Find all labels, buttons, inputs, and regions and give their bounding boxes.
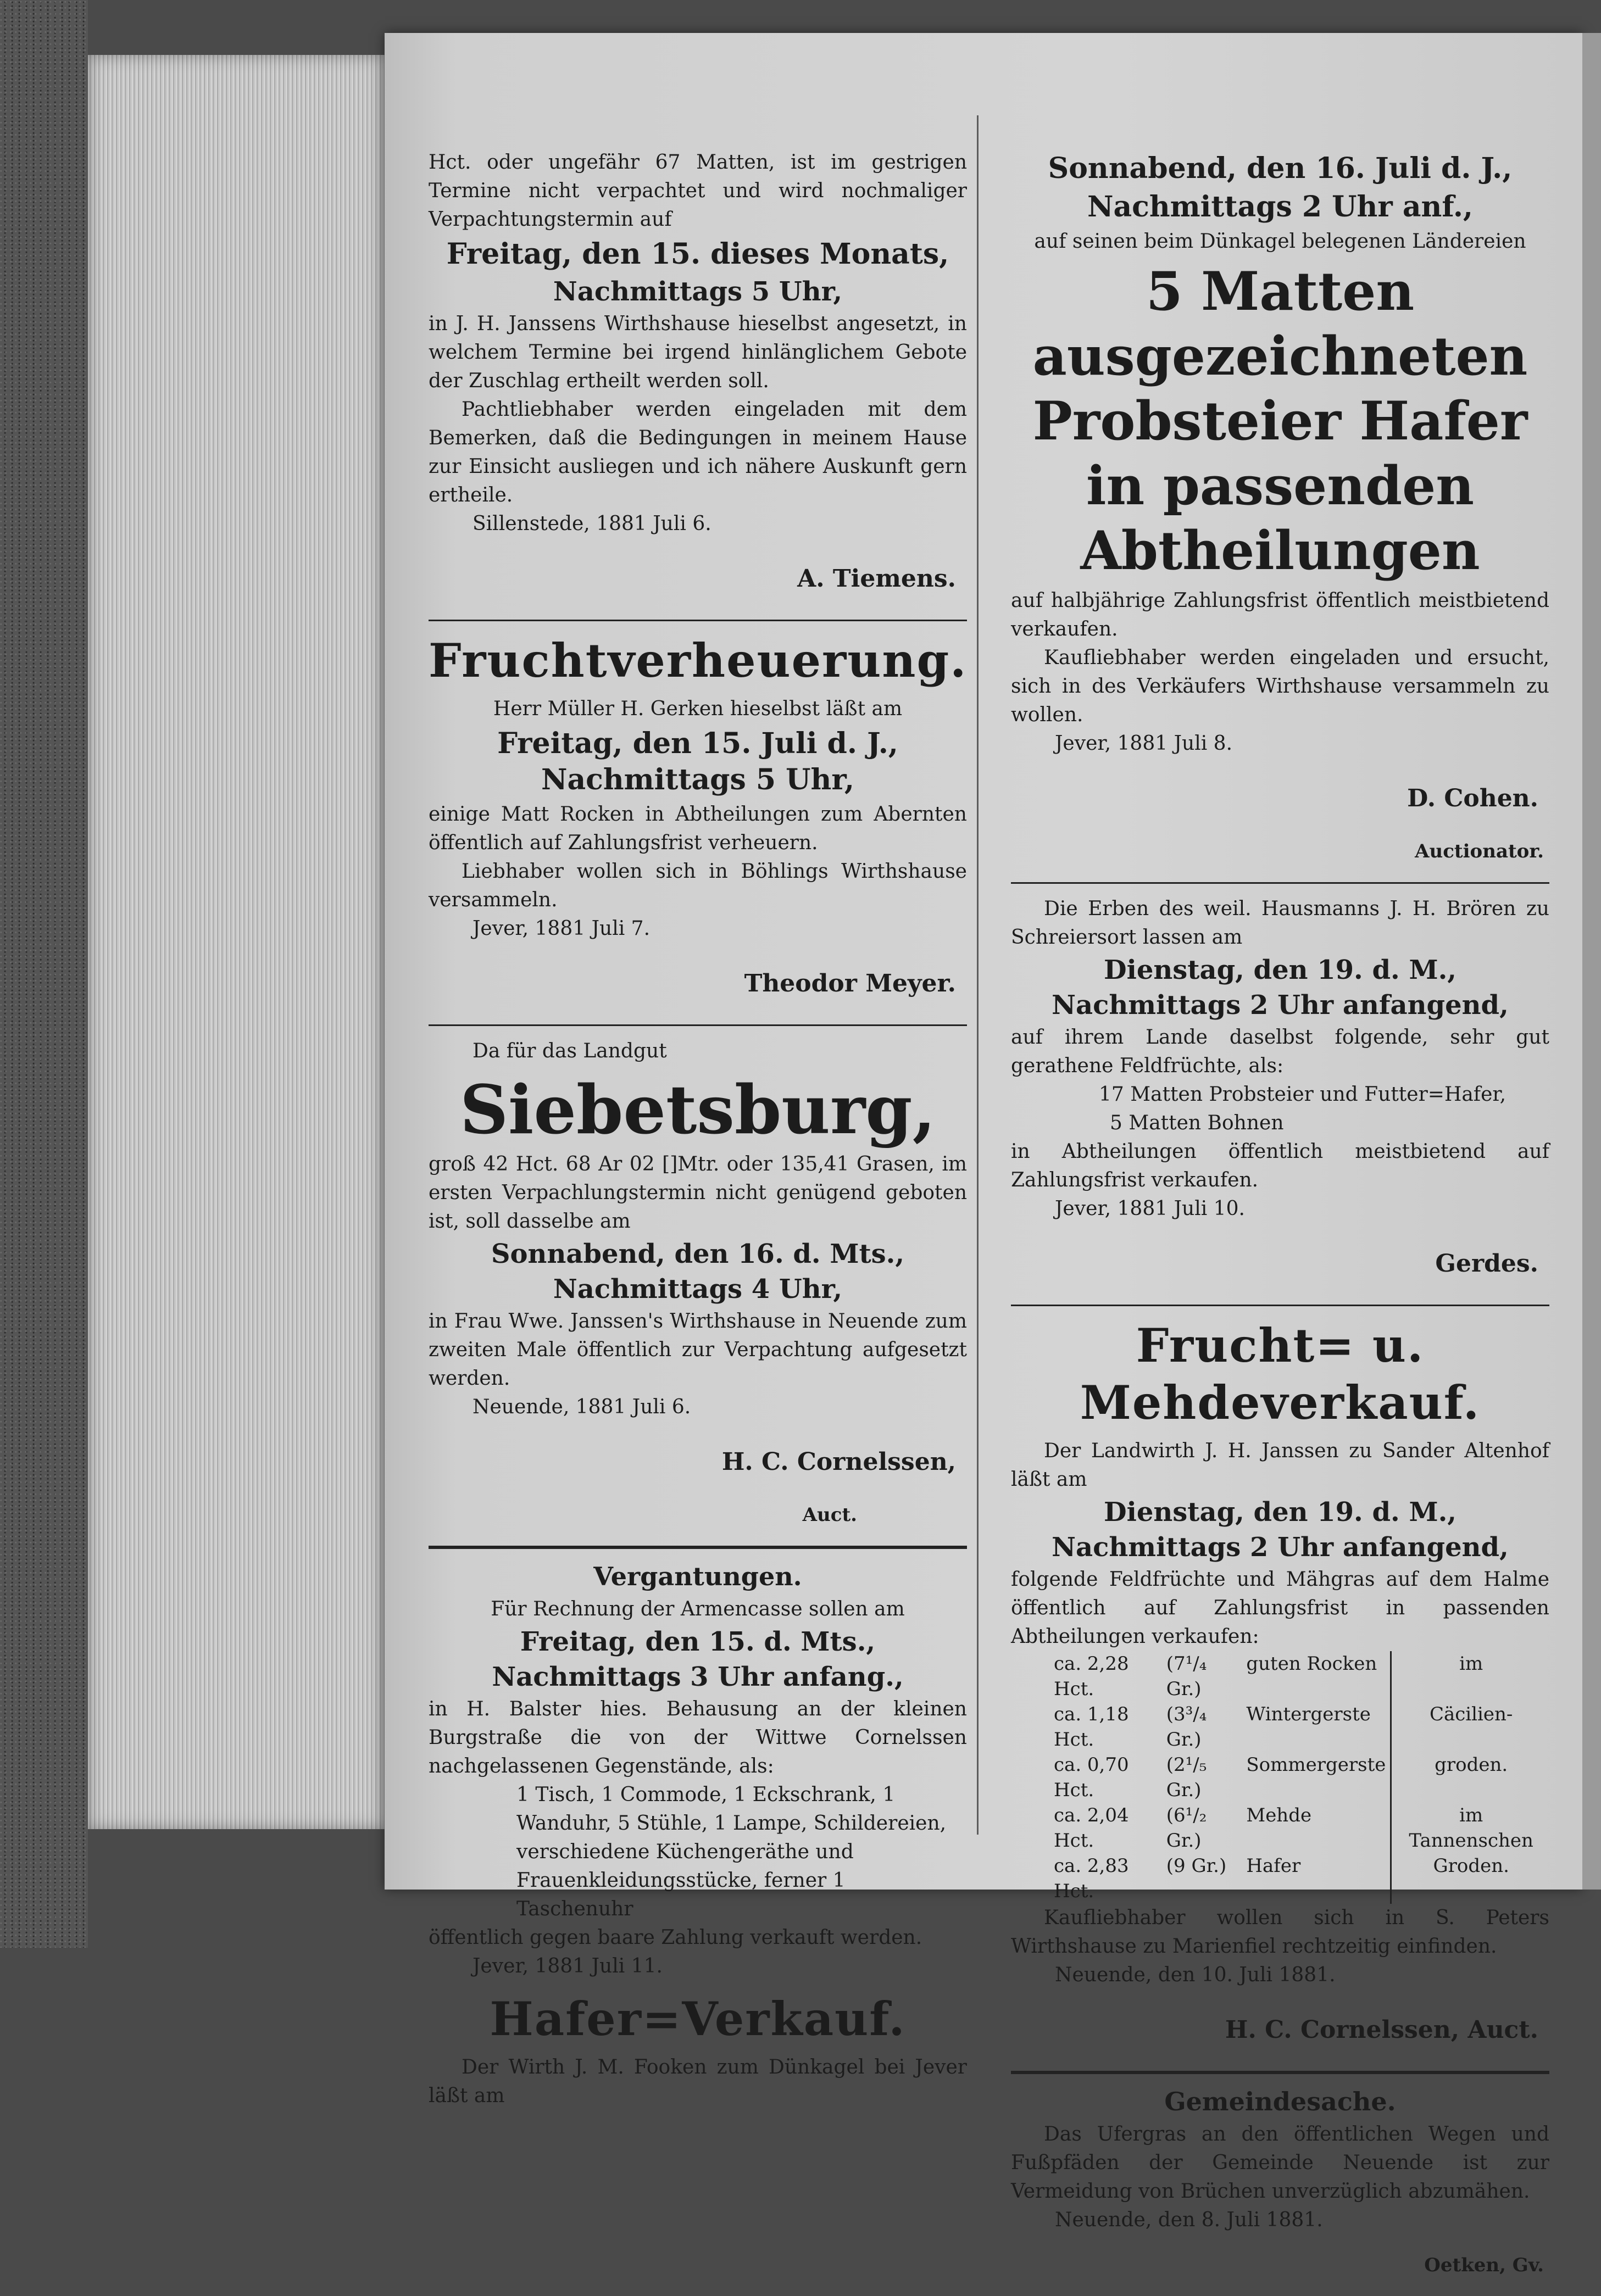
r-ad2-item1: 17 Matten Probsteier und Futter=Hafer, [1099,1083,1507,1106]
ad1-time: Nachmittags 5 Uhr, [553,276,843,307]
row-grasen: (9 Gr.) [1166,1855,1227,1877]
ad4-items: 1 Tisch, 1 Commode, 1 Eckschrank, 1 Wanduhr, 5 Stühle, 1 Lampe, Schildereien, verschiedene Küchengeräthe und Frauenkleidungsstücke, ferner 1 Taschenuhr [516,1784,947,1920]
right-column [1011,148,1549,2296]
row-grasen: (7¹/₄ Gr.) [1166,1653,1207,1700]
ad2-place: Jever, 1881 Juli 7. [472,917,651,940]
location-label: im Tannenschen [1391,1803,1549,1853]
table-row [1049,1752,1549,1803]
r-ad3-body: folgende Feldfrüchte und Mähgras auf dem Halme öffentlich auf Zahlungsfrist in passenden Abtheilungen verkaufen: [1011,1568,1549,1648]
ad4-heading: Vergantungen. [593,1562,802,1591]
book-cover [0,0,88,1948]
ad4-body: in H. Balster hies. Behausung an der kleinen Burgstraße die von der Wittwe Cornelssen nachgelassenen Gegenstände, als: [429,1698,967,1777]
separator [429,620,967,621]
location-label: groden. [1391,1752,1549,1803]
table-row [1049,1853,1549,1904]
r-ad2-intro: Die Erben des weil. Hausmanns J. H. Brören zu Schreiersort lassen am [1011,898,1549,949]
r-ad3-time: Nachmittags 2 Uhr anfangend, [1052,1532,1509,1563]
ad3-body: groß 42 Hct. 68 Ar 02 []Mtr. oder 135,41 Grasen, im ersten Verpachlungstermin nicht genügend geboten ist, soll dasselbe am [429,1153,967,1233]
table-row [1049,1702,1549,1752]
left-column [429,148,967,2110]
ad1-note: Pachtliebhaber werden eingeladen mit dem Bemerken, daß die Bedingungen in meinem Hause zur Einsicht ausliegen und ich nähere Auskunft gern ertheile. [429,398,967,506]
r-ad4-heading: Gemeindesache. [1164,2087,1396,2116]
r-ad2-signature: Gerdes. [1435,1250,1538,1278]
ad2-heading: Fruchtverheuerung. [429,633,968,688]
row-grasen: (2¹/₅ Gr.) [1166,1754,1207,1801]
location-label: im [1391,1651,1549,1702]
page-edges [88,55,385,1829]
r-ad3-note: Kaufliebhaber wollen sich in S. Peters Wirthshause zu Marienfiel rechtzeitig einfinden. [1011,1907,1549,1958]
r-ad3-date: Dienstag, den 19. d. M., [1103,1497,1457,1528]
ad5-body: Der Wirth J. M. Fooken zum Dünkagel bei Jever läßt am [429,2056,967,2107]
r-ad3-signature: H. C. Cornelssen, Auct. [1225,2016,1538,2044]
ad1-intro: Hct. oder ungefähr 67 Matten, ist im gestrigen Termine nicht verpachtet und wird nochmaliger Verpachtungstermin auf [429,151,967,231]
ad3-intro: Da für das Landgut [472,1040,667,1062]
separator [429,1546,967,1549]
column-divider [977,115,979,1835]
r-ad1-body: auf halbjährige Zahlungsfrist öffentlich meistbietend verkaufen. [1011,589,1549,640]
ad4-closing: öffentlich gegen baare Zahlung verkauft werden. [429,1926,922,1949]
row-amount: ca. 2,04 Hct. [1054,1804,1129,1852]
ad2-date: Freitag, den 15. Juli d. J., Nachmittags 5 Uhr, [497,727,898,796]
row-item: Mehde [1246,1804,1312,1826]
separator [1011,882,1549,884]
ad2-intro: Herr Müller H. Gerken hieselbst läßt am [493,698,903,720]
row-grasen: (6¹/₂ Gr.) [1166,1804,1207,1852]
r-ad1-intro: auf seinen beim Dünkagel belegenen Ländereien [1034,230,1526,253]
row-item: Hafer [1246,1855,1301,1877]
ad3-signature: H. C. Cornelssen, [721,1448,956,1476]
r-ad1-heading: 5 Matten ausgezeichneten Probsteier Hafer in passenden Abtheilungen [1032,260,1528,582]
ad2-note: Liebhaber wollen sich in Böhlings Wirthshause versammeln. [429,860,967,911]
r-ad2-body: auf ihrem Lande daselbst folgende, sehr gut gerathene Feldfrüchte, als: [1011,1026,1549,1077]
r-ad2-date: Dienstag, den 19. d. M., [1103,955,1457,985]
row-amount: ca. 1,18 Hct. [1054,1703,1129,1751]
r-ad1-note: Kaufliebhaber werden eingeladen und ersucht, sich in des Verkäufers Wirthshause versammeln zu wollen. [1011,647,1549,726]
r-ad1-time: Nachmittags 2 Uhr anf., [1087,190,1474,224]
ad3-time: Nachmittags 4 Uhr, [553,1274,843,1305]
ad3-place: Neuende, 1881 Juli 6. [472,1396,691,1418]
row-item: Sommergerste [1246,1754,1386,1776]
separator [429,1024,967,1026]
ad2-body: einige Matt Rocken in Abtheilungen zum Abernten öffentlich auf Zahlungsfrist verheuern. [429,803,967,854]
table-row [1049,1651,1549,1702]
separator [1011,2071,1549,2074]
r-ad1-place: Jever, 1881 Juli 8. [1055,732,1233,755]
ad4-date: Freitag, den 15. d. Mts., [520,1626,876,1657]
r-ad2-time: Nachmittags 2 Uhr anfangend, [1052,990,1509,1021]
ad4-time: Nachmittags 3 Uhr anfang., [492,1662,904,1692]
ad4-intro: Für Rechnung der Armencasse sollen am [491,1598,905,1620]
r-ad3-intro: Der Landwirth J. H. Janssen zu Sander Altenhof läßt am [1011,1440,1549,1491]
ad3-body2: in Frau Wwe. Janssen's Wirthshause in Neuende zum zweiten Male öffentlich zur Verpachtung aufgesetzt werden. [429,1310,967,1390]
ad5-heading: Hafer=Verkauf. [490,1992,906,2046]
table-row [1049,1803,1549,1853]
r-ad1-signature-title: Auctionator. [1415,840,1544,862]
ad4-place: Jever, 1881 Juli 11. [472,1955,663,1977]
row-amount: ca. 2,28 Hct. [1054,1653,1129,1700]
r-ad4-signature: Oetken, Gv. [1424,2254,1544,2276]
r-ad3-heading: Frucht= u. Mehdeverkauf. [1080,1318,1481,1430]
ad1-signature: A. Tiemens. [797,565,956,593]
location-label: Cäcilien- [1391,1702,1549,1752]
ad2-signature: Theodor Meyer. [744,969,956,997]
r-ad1-date: Sonnabend, den 16. Juli d. J., [1048,152,1513,185]
row-item: Wintergerste [1246,1703,1371,1725]
ad3-signature-title: Auct. [802,1504,857,1526]
r-ad4-place: Neuende, den 8. Juli 1881. [1055,2209,1323,2231]
location-label: Groden. [1391,1853,1549,1904]
r-ad4-body: Das Ufergras an den öffentlichen Wegen und Fußpfäden der Gemeinde Neuende ist zur Vermeidung von Brüchen unverzüglich abzumähen. [1011,2123,1549,2203]
row-grasen: (3³/₄ Gr.) [1166,1703,1207,1751]
r-ad2-item2: 5 Matten Bohnen [1110,1112,1284,1134]
newspaper-page [385,33,1582,2276]
ad3-date: Sonnabend, den 16. d. Mts., [491,1239,905,1269]
r-ad2-closing: in Abtheilungen öffentlich meistbietend auf Zahlungsfrist verkaufen. [1011,1140,1549,1191]
row-item: guten Rocken [1246,1653,1377,1675]
next-page-edge [1582,33,1601,1890]
produce-table [1049,1651,1549,1904]
r-ad2-place: Jever, 1881 Juli 10. [1055,1197,1245,1220]
ad1-date: Freitag, den 15. dieses Monats, [446,237,949,271]
ad1-place: Sillenstede, 1881 Juli 6. [472,512,711,535]
r-ad1-signature: D. Cohen. [1407,784,1538,812]
ad3-heading: Siebetsburg, [459,1070,936,1149]
ad1-body: in J. H. Janssens Wirthshause hieselbst angesetzt, in welchem Termine bei irgend hinlänglichem Gebote der Zuschlag ertheilt werden soll. [429,313,967,392]
separator [1011,1305,1549,1306]
r-ad3-place: Neuende, den 10. Juli 1881. [1055,1964,1336,1986]
row-amount: ca. 2,83 Hct. [1054,1855,1129,1902]
row-amount: ca. 0,70 Hct. [1054,1754,1129,1801]
